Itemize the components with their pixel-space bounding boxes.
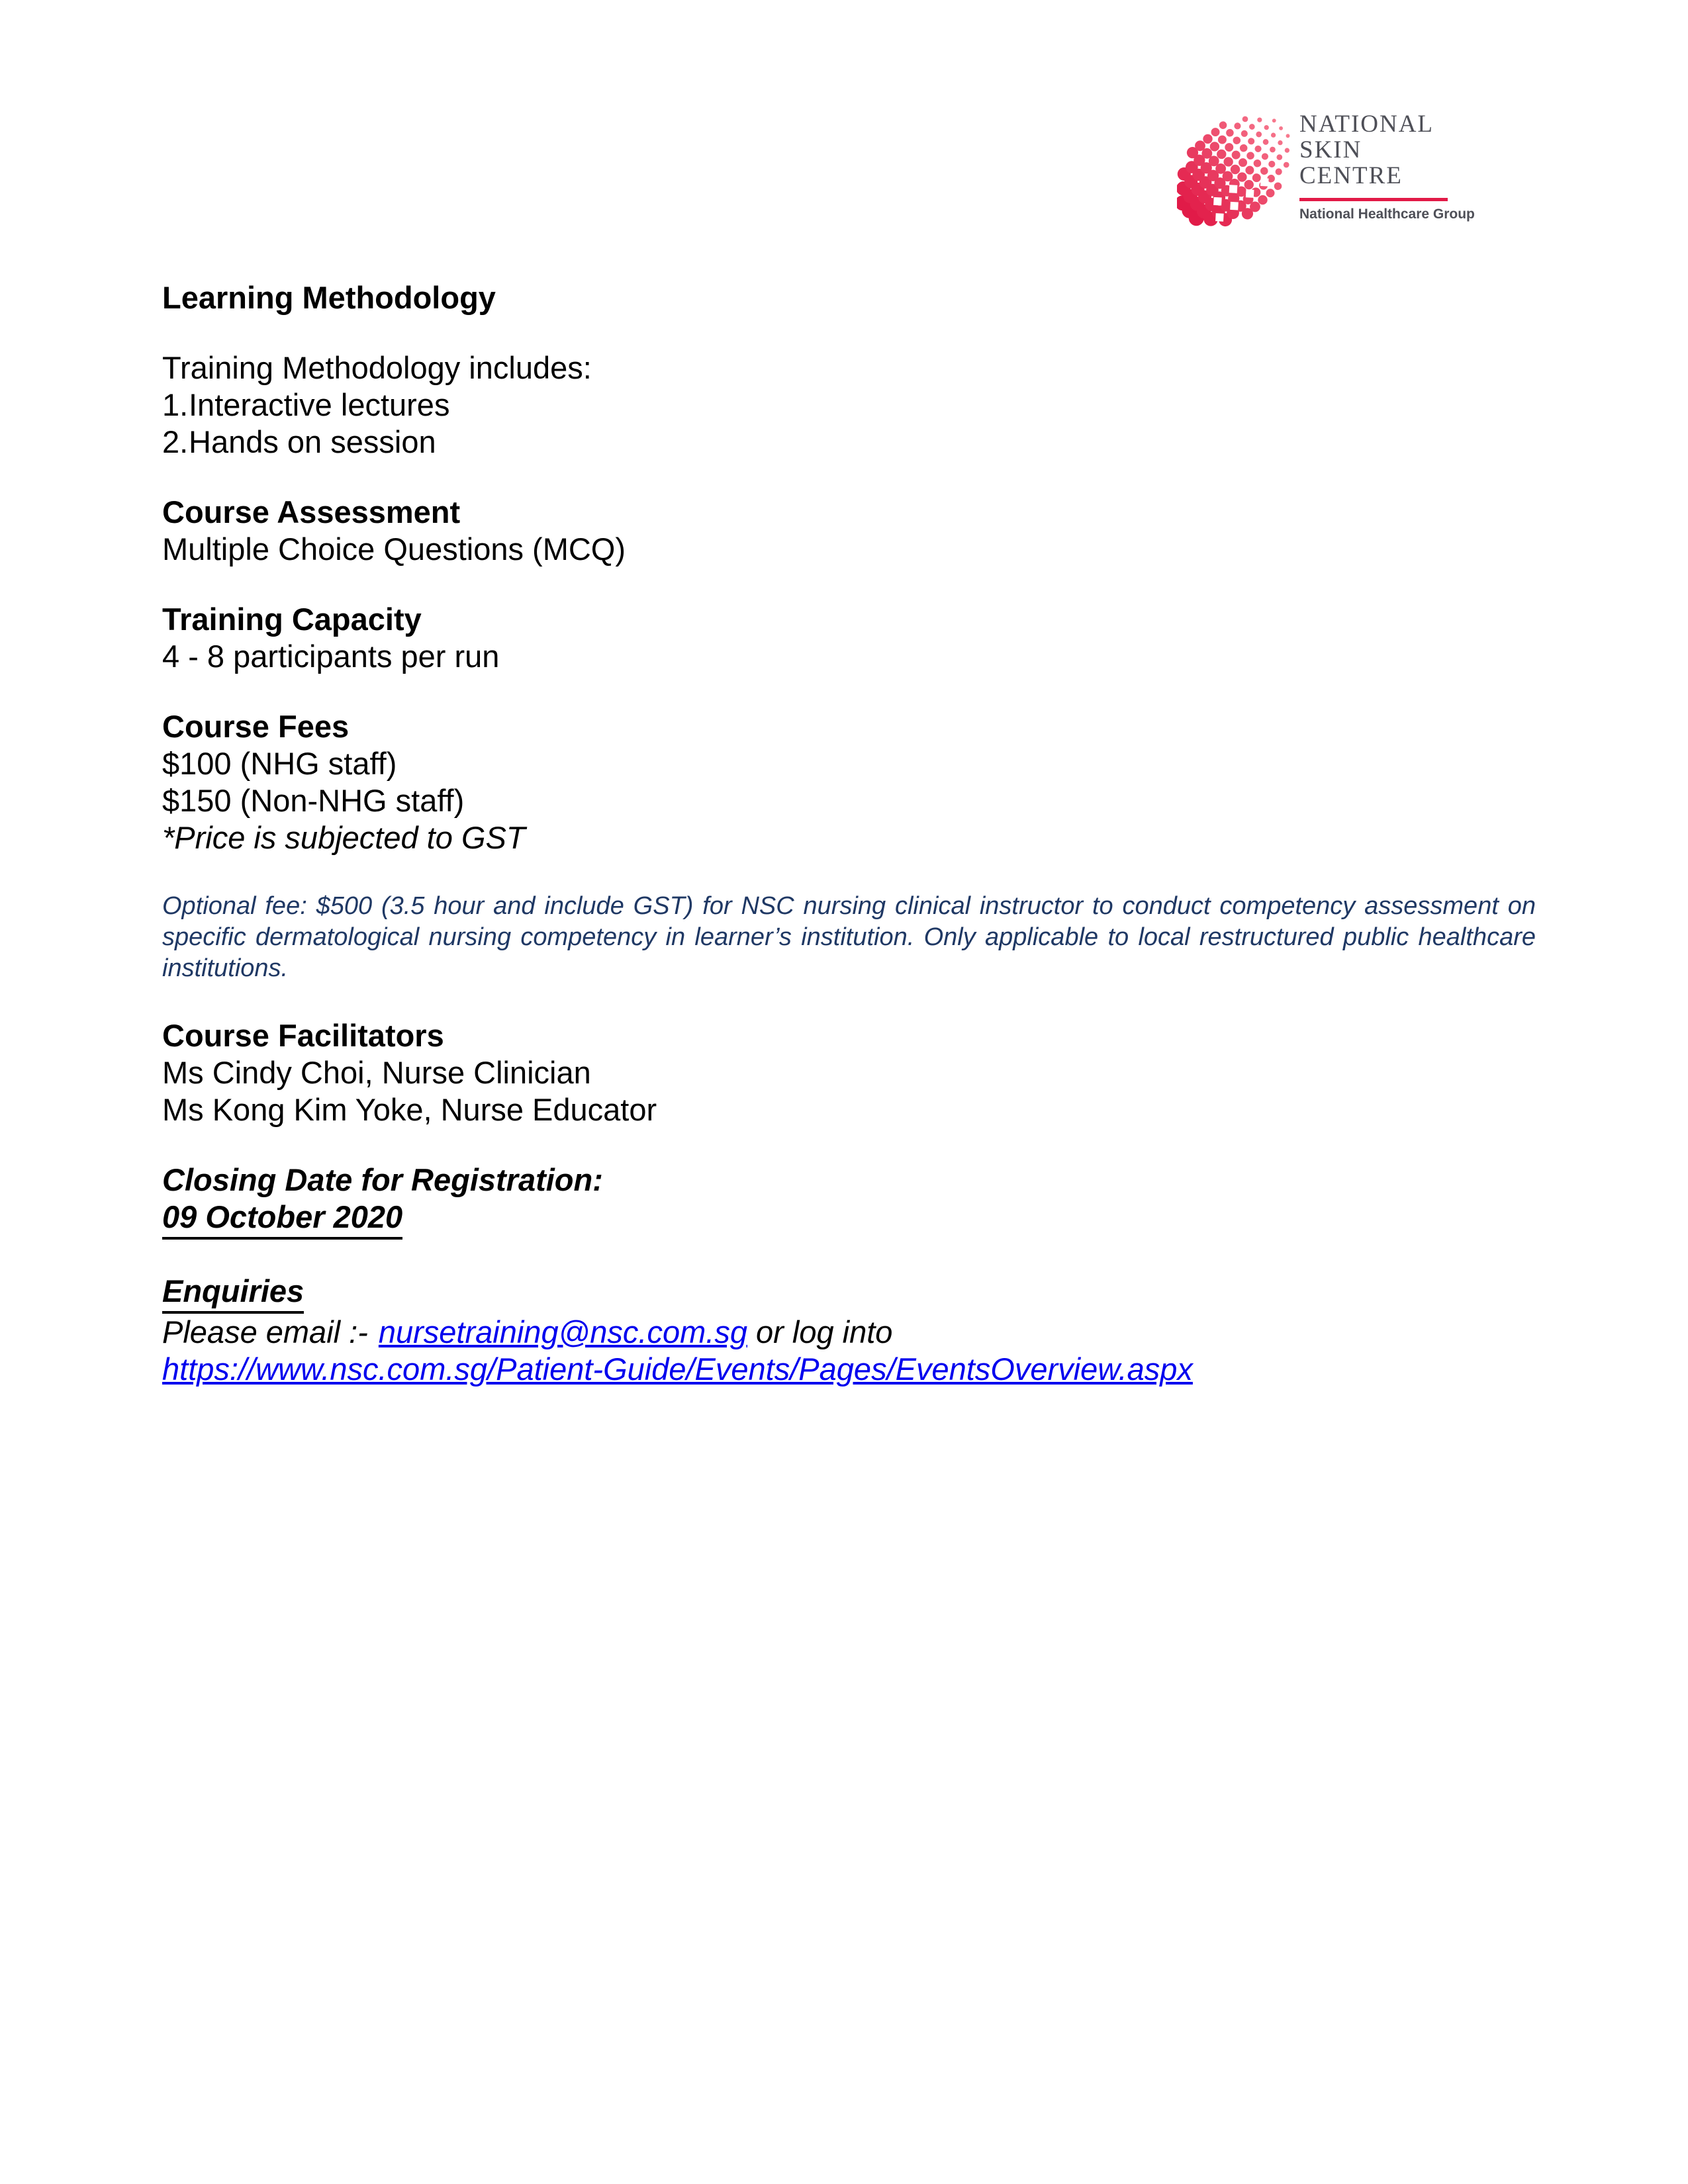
enquiries-heading: Enquiries: [162, 1273, 304, 1314]
events-overview-link[interactable]: https://www.nsc.com.sg/Patient-Guide/Events/Pages/EventsOverview.aspx: [162, 1351, 1193, 1387]
gst-note: *Price is subjected to GST: [162, 820, 526, 855]
section-enquiries: [162, 1273, 1536, 1388]
list-item-number: 2.: [162, 424, 189, 459]
training-capacity-body: 4 - 8 participants per run: [162, 639, 500, 674]
list-item-text: Hands on session: [189, 424, 436, 459]
logo-line-1: NATIONAL: [1299, 111, 1434, 138]
optional-fee-note: Optional fee: $500 (3.5 hour and include GST) for NSC nursing clinical instructor to conduct competency assessment on specific dermatological nursing competency in learner’s institution. Only applicable to local restructured public healthcare institutions.: [162, 892, 1536, 982]
logo-tagline: National Healthcare Group: [1299, 206, 1475, 222]
learning-methodology-heading: Learning Methodology: [162, 280, 496, 315]
logo-line-3: CENTRE: [1299, 162, 1403, 189]
course-fees-heading: Course Fees: [162, 709, 350, 744]
course-assessment-heading: Course Assessment: [162, 494, 461, 529]
course-facilitators-heading: Course Facilitators: [162, 1018, 444, 1053]
course-assessment-body: Multiple Choice Questions (MCQ): [162, 531, 626, 567]
section-training-capacity: [162, 601, 1536, 675]
course-fee-nhg: $100 (NHG staff): [162, 746, 397, 781]
training-capacity-heading: Training Capacity: [162, 602, 422, 637]
facilitator-name: Ms Cindy Choi, Nurse Clinician: [162, 1055, 591, 1090]
email-link[interactable]: nursetraining@nsc.com.sg: [378, 1314, 747, 1349]
email-line-suffix: or log into: [747, 1314, 893, 1349]
section-learning-methodology: [162, 279, 1536, 316]
closing-date-heading: Closing Date for Registration:: [162, 1162, 603, 1197]
enquiries-email-line: [162, 1314, 1536, 1351]
enquiries-url-line: [162, 1351, 1536, 1388]
list-item: [162, 387, 1536, 424]
list-item-number: 1.: [162, 387, 189, 422]
email-line-prefix: Please email :-: [162, 1314, 368, 1349]
section-closing-date: [162, 1161, 1536, 1240]
section-course-assessment: [162, 494, 1536, 568]
closing-date-value: 09 October 2020: [162, 1199, 402, 1240]
logo-line-2: SKIN: [1299, 136, 1362, 163]
training-methodology-block: [162, 349, 1536, 461]
course-fee-non-nhg: $150 (Non-NHG staff): [162, 783, 465, 818]
list-item: [162, 424, 1536, 461]
section-course-facilitators: [162, 1017, 1536, 1128]
training-methodology-intro: Training Methodology includes:: [162, 350, 592, 385]
document-body: [162, 0, 1536, 1388]
list-item-text: Interactive lectures: [189, 387, 450, 422]
facilitator-name: Ms Kong Kim Yoke, Nurse Educator: [162, 1092, 657, 1127]
section-course-fees: [162, 708, 1536, 856]
